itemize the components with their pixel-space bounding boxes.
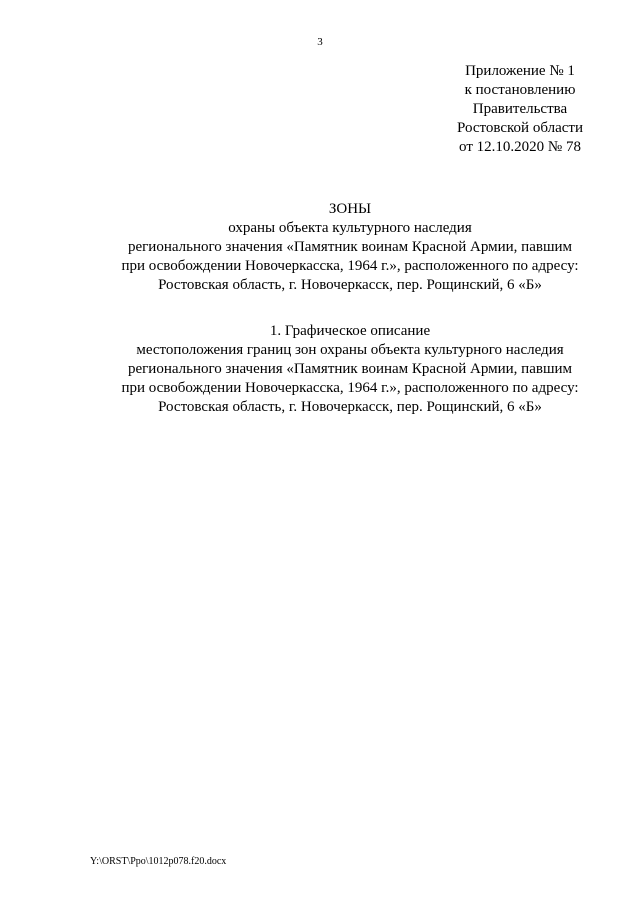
section-line: Ростовская область, г. Новочеркасск, пер. Рощинский, 6 «Б» (158, 399, 542, 415)
title-line: при освобождении Новочеркасска, 1964 г.», расположенного по адресу: (121, 258, 579, 274)
appendix-block (440, 62, 600, 157)
title-line: Ростовская область, г. Новочеркасск, пер. Рощинский, 6 «Б» (158, 277, 542, 293)
footer-file-path: Y:\ORST\Ppo\1012p078.f20.docx (90, 856, 227, 867)
appendix-line: от 12.10.2020 № 78 (459, 139, 581, 155)
section-heading: 1. Графическое описание (269, 323, 431, 339)
appendix-line: Ростовской области (457, 120, 583, 136)
document-title (80, 200, 620, 295)
page-number: 3 (317, 36, 323, 48)
section-line: регионального значения «Памятник воинам Красной Армии, павшим (127, 361, 573, 377)
title-heading: ЗОНЫ (328, 201, 372, 217)
section-graphic-description (80, 322, 620, 417)
appendix-line: к постановлению (464, 82, 576, 98)
section-line: при освобождении Новочеркасска, 1964 г.», расположенного по адресу: (121, 380, 579, 396)
title-line: охраны объекта культурного наследия (228, 220, 472, 236)
title-line: регионального значения «Памятник воинам Красной Армии, павшим (127, 239, 573, 255)
appendix-line: Приложение № 1 (465, 63, 575, 79)
section-line: местоположения границ зон охраны объекта культурного наследия (136, 342, 564, 358)
appendix-line: Правительства (472, 101, 568, 117)
